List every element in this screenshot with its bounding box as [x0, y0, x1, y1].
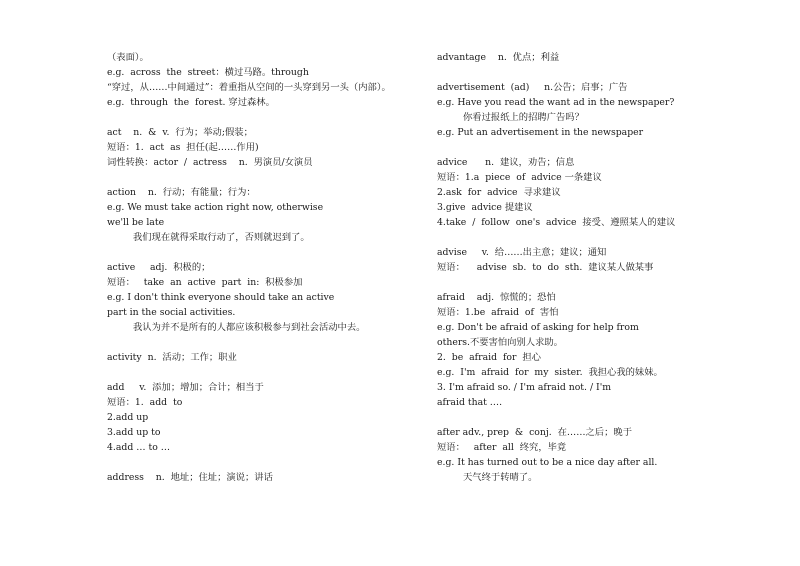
text-line: 你看过报纸上的招聘广告吗？	[463, 112, 584, 123]
text-line: 2.ask for advice 寻求建议	[437, 187, 561, 198]
text-line: advantage n. 优点；利益	[437, 52, 560, 63]
blank-line	[437, 140, 767, 155]
text-line: e.g. through the forest. 穿过森林。	[107, 97, 275, 108]
text-line: 3. I'm afraid so. / I'm afraid not. / I'm	[437, 382, 612, 393]
text-line: 短语：1. act as 担任(起……作用)	[107, 142, 259, 153]
text-line: e.g. Put an advertisement in the newspaper	[437, 127, 644, 138]
text-line: 短语：1. add to	[107, 397, 183, 408]
text-line: 短语： take an active part in: 积极参加	[107, 277, 303, 288]
text-line: “穿过，从……中间通过”：着重指从空间的一头穿到另一头（内部）。	[107, 82, 391, 93]
text-line: e.g. We must take action right now, otherwise	[107, 202, 324, 213]
blank-line	[107, 365, 427, 380]
text-line: advise v. 给……出主意；建议；通知	[437, 247, 607, 258]
text-line: add v. 添加；增加；合计；相当于	[107, 382, 264, 393]
text-line: e.g. Have you read the want ad in the newspaper?	[437, 97, 675, 108]
text-line: 短语：1.a piece of advice 一条建议	[437, 172, 602, 183]
text-line: （表面）。	[107, 52, 149, 63]
right-column	[437, 50, 767, 485]
text-line: advertisement (ad) n.公告；启事；广告	[437, 82, 628, 93]
text-line: e.g. I'm afraid for my sister. 我担心我的妹妹。	[437, 367, 663, 378]
text-line: after adv., prep & conj. 在……之后；晚于	[437, 427, 632, 438]
text-line: afraid adj. 惊慌的；恐怕	[437, 292, 556, 303]
blank-line	[107, 110, 427, 125]
text-line: 短语： after all 终究，毕竟	[437, 442, 567, 453]
text-line: activity n. 活动；工作；职业	[107, 352, 237, 363]
text-line: e.g. Don't be afraid of asking for help from	[437, 322, 639, 333]
blank-line	[437, 65, 767, 80]
blank-line	[107, 455, 427, 470]
text-line: 我们现在就得采取行动了，否则就迟到了。	[133, 232, 310, 243]
left-column	[107, 50, 427, 485]
text-line: 3.add up to	[107, 427, 161, 438]
text-line: afraid that ….	[437, 397, 503, 408]
text-line: 我认为并不是所有的人都应该积极参与到社会活动中去。	[133, 322, 366, 333]
text-line: others.不要害怕向别人求助。	[437, 337, 563, 348]
text-line: we'll be late	[107, 217, 165, 228]
text-line: action n. 行动；有能量；行为：	[107, 187, 256, 198]
text-line: 短语：1.be afraid of 害怕	[437, 307, 559, 318]
text-line: 短语： advise sb. to do sth. 建议某人做某事	[437, 262, 654, 273]
text-line: 天气终于转晴了。	[463, 472, 538, 483]
text-line: act n. & v. 行为；举动;假装；	[107, 127, 253, 138]
text-line: 2. be afraid for 担心	[437, 352, 541, 363]
text-line: e.g. It has turned out to be a nice day after all.	[437, 457, 658, 468]
text-line: 3.give advice 提建议	[437, 202, 533, 213]
blank-line	[437, 410, 767, 425]
blank-line	[107, 245, 427, 260]
text-line: e.g. across the street：横过马路。through	[107, 67, 309, 78]
text-line: 词性转换：actor / actress n. 男演员/女演员	[107, 157, 313, 168]
text-line: part in the social activities.	[107, 307, 236, 318]
text-line: address n. 地址；住址；演说；讲话	[107, 472, 273, 483]
blank-line	[437, 275, 767, 290]
text-line: advice n. 建议，劝告；信息	[437, 157, 575, 168]
text-line: 4.take / follow one's advice 接受、遵照某人的建议	[437, 217, 676, 228]
text-line: active adj. 积极的；	[107, 262, 211, 273]
text-line: 4.add … to …	[107, 442, 171, 453]
blank-line	[437, 230, 767, 245]
text-line: 2.add up	[107, 412, 149, 423]
text-line: e.g. I don't think everyone should take an active	[107, 292, 335, 303]
blank-line	[107, 335, 427, 350]
blank-line	[107, 170, 427, 185]
